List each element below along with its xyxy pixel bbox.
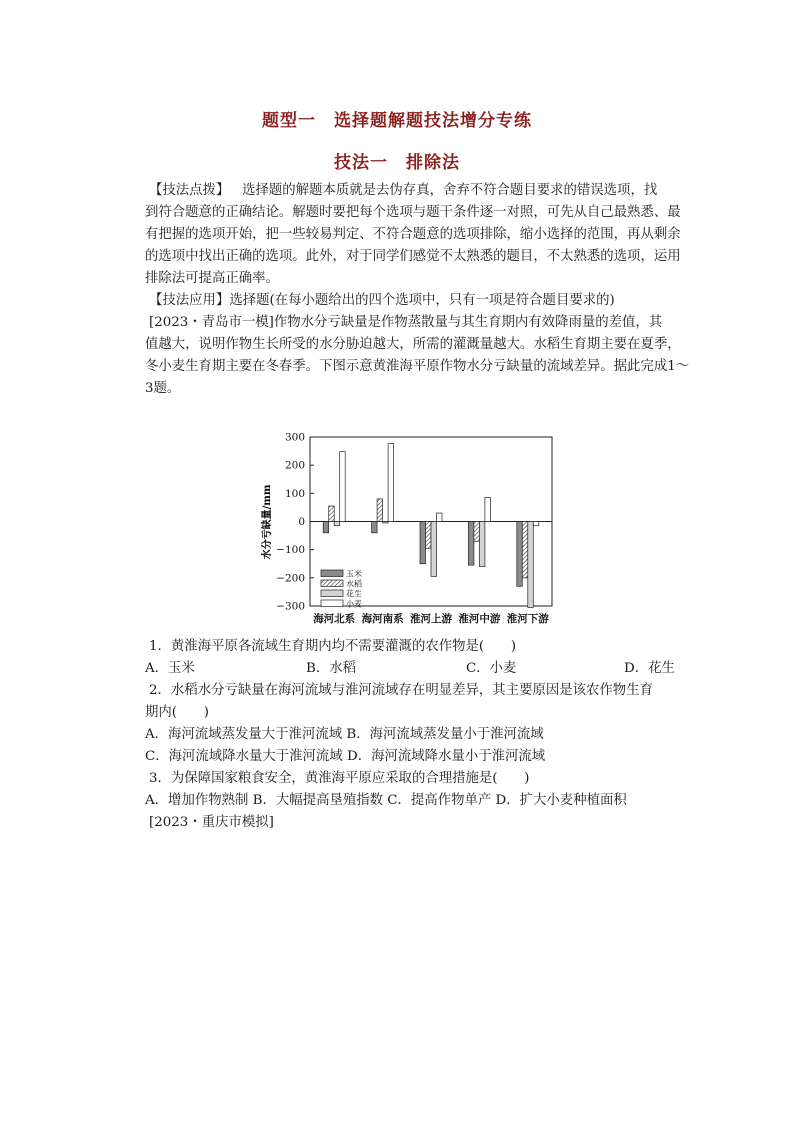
intro-line-2: 到符合题意的正确结论。解题时要把每个选项与题干条件逐一对照，可先从自己最熟悉、最 <box>145 205 681 220</box>
bar <box>323 522 329 533</box>
bar <box>533 522 539 526</box>
material-line-3: 冬小麦生育期主要在冬春季。下图示意黄淮海平原作物水分亏缺量的流域差异。据此完成1～ <box>145 359 690 374</box>
intro-text-1: 选择题的解题本质就是去伪存真，舍弃不符合题目要求的错误选项，找 <box>242 183 658 198</box>
sub-title: 技法一 排除法 <box>334 153 460 173</box>
legend-label: 小麦 <box>346 599 362 609</box>
y-tick-label: −100 <box>276 544 305 557</box>
water-deficit-chart <box>250 425 570 635</box>
y-tick-label: 100 <box>284 487 305 500</box>
tip-label: 【技法点拨】 <box>149 183 230 198</box>
bar <box>479 522 485 567</box>
material-line-2: 值越大，说明作物生长所受的水分胁迫越大，所需的灌溉量越大。水稻生育期主要在夏季， <box>145 337 681 352</box>
legend-label: 花生 <box>346 589 362 599</box>
bar <box>517 522 523 587</box>
bar <box>334 522 340 526</box>
x-tick-label: 海河南系 <box>361 613 404 625</box>
bar <box>431 522 437 577</box>
intro-line-3: 有把握的选项开始，把一些较易判定、不符合题意的选项排除，缩小选择的范围，再从剩余 <box>145 227 681 242</box>
bar <box>377 499 383 522</box>
x-tick-label: 淮河上游 <box>410 613 452 625</box>
q2-options-ab[interactable]: A．海河流域蒸发量大于淮河流域 B．海河流域蒸发量小于淮河流域 <box>145 727 544 742</box>
x-tick-label: 海河北系 <box>313 613 356 625</box>
apply-text: 选择题(在每小题给出的四个选项中，只有一项是符合题目要求的) <box>229 293 615 308</box>
legend-swatch <box>321 580 343 587</box>
q1-option-c[interactable]: C．小麦 <box>466 661 517 676</box>
apply-label: 【技法应用】 <box>149 293 230 308</box>
legend-swatch <box>321 590 343 597</box>
q1-option-a[interactable]: A．玉米 <box>145 661 195 676</box>
q1-stem: 1．黄淮海平原各流域生育期内均不需要灌溉的农作物是( ) <box>149 639 517 654</box>
q1-option-b[interactable]: B．水稻 <box>306 661 357 676</box>
legend-label: 水稻 <box>346 579 362 589</box>
bar <box>340 452 346 522</box>
q3-options[interactable]: A．增加作物熟制 B．大幅提高垦殖指数 C．提高作物单产 D．扩大小麦种植面积 <box>145 793 627 808</box>
y-tick-label: 200 <box>284 459 305 472</box>
q3-stem: 3．为保障国家粮食安全，黄淮海平原应采取的合理措施是( ) <box>149 771 530 786</box>
bar <box>426 522 432 549</box>
material-line-4: 3题。 <box>145 381 181 396</box>
legend-swatch <box>321 600 343 607</box>
q2-options-cd[interactable]: C．海河流域降水量大于淮河流域 D．海河流域降水量小于淮河流域 <box>145 749 546 764</box>
bar <box>372 522 378 533</box>
intro-line-5: 排除法可提高正确率。 <box>145 271 279 286</box>
bar <box>485 498 491 522</box>
apply-line <box>149 290 659 312</box>
x-tick-label: 淮河中游 <box>458 613 501 625</box>
bar <box>329 506 335 521</box>
legend-label: 玉米 <box>346 569 362 579</box>
bar <box>468 522 474 566</box>
bar <box>388 443 394 521</box>
source-note: [2023・重庆市模拟] <box>149 815 274 830</box>
bar <box>437 513 443 521</box>
bar <box>522 522 528 578</box>
material-line-1: [2023・青岛市一模]作物水分亏缺量是作物蒸散量与其生育期内有效降雨量的差值，其 <box>149 315 663 330</box>
q1-option-d[interactable]: D．花生 <box>624 661 675 676</box>
intro-line-4: 的选项中找出正确的选项。此外，对于同学们感觉不太熟悉的题目，不太熟悉的选项，运用 <box>145 249 681 264</box>
q2-stem-line-2: 期内( ) <box>145 705 210 720</box>
y-tick-label: 0 <box>298 516 305 528</box>
bar <box>383 522 389 523</box>
y-tick-label: −300 <box>276 600 305 613</box>
bar <box>528 522 534 608</box>
y-axis-label: 水分亏缺量/mm <box>262 484 273 560</box>
y-tick-label: −200 <box>276 572 305 585</box>
y-tick-label: 300 <box>284 431 305 444</box>
main-title: 题型一 选择题解题技法增分专练 <box>262 111 532 131</box>
x-tick-label: 淮河下游 <box>506 613 549 625</box>
intro-line-1 <box>149 180 659 202</box>
legend-swatch <box>321 570 343 577</box>
q2-stem-line-1: 2．水稻水分亏缺量在海河流域与淮河流域存在明显差异，其主要原因是该农作物生育 <box>149 683 653 698</box>
bar <box>420 522 426 564</box>
bar <box>474 522 480 542</box>
